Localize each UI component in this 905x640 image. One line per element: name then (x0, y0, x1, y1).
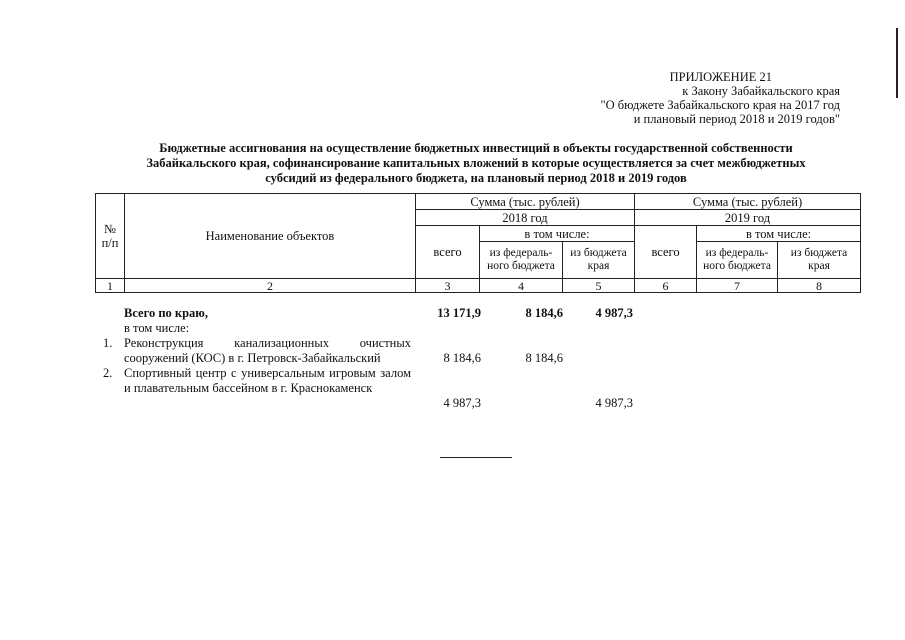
header-name: Наименование объектов (125, 194, 416, 279)
column-number: 4 (480, 279, 563, 293)
column-number: 1 (96, 279, 125, 293)
header-incl-2018: в том числе: (480, 226, 635, 242)
title-line-2: Забайкальского края, софинансирование капитальных вложений в которые осуществляется за счет межбюджетных (146, 156, 806, 170)
row-total-2018: 8 184,6 (443, 351, 481, 365)
header-regional-2019: из бюджета края (778, 242, 861, 279)
federal-2018-value: 8 184,6 (525, 306, 563, 320)
column-number: 7 (697, 279, 778, 293)
header-year-2019: 2019 год (635, 210, 861, 226)
column-number: 2 (125, 279, 416, 293)
appendix-law: к Закону Забайкальского края (682, 84, 840, 98)
header-regional-2018: из бюджета края (563, 242, 635, 279)
appendix-law-title: "О бюджете Забайкальского края на 2017 год (600, 98, 840, 112)
header-num: № п/п (96, 194, 125, 279)
total-2018-value: 13 171,9 (437, 306, 481, 320)
end-of-table-line (440, 457, 512, 458)
column-number: 6 (635, 279, 697, 293)
header-sum-2018: Сумма (тыс. рублей) (416, 194, 635, 210)
header-total-2019: всего (635, 226, 697, 279)
document-title (92, 141, 860, 186)
title-line-1: Бюджетные ассигнования на осуществление бюджетных инвестиций в объекты государственной собственности (159, 141, 793, 155)
header-total-2018: всего (416, 226, 480, 279)
row-total-2018: 4 987,3 (443, 396, 481, 410)
row-regional-2018: 4 987,3 (595, 396, 633, 410)
column-number: 5 (563, 279, 635, 293)
row-name: Реконструкция канализационных очистных сооружений (КОС) в г. Петровск-Забайкальский (124, 336, 411, 365)
row-number: 2. (103, 366, 113, 380)
total-label: Всего по краю, (124, 306, 208, 320)
column-number: 3 (416, 279, 480, 293)
column-number: 8 (778, 279, 861, 293)
appendix-label: ПРИЛОЖЕНИЕ 21 (669, 70, 772, 84)
row-federal-2018: 8 184,6 (525, 351, 563, 365)
header-federal-2018: из федераль- ного бюджета (480, 242, 563, 279)
header-year-2018: 2018 год (416, 210, 635, 226)
incl-label: в том числе: (124, 321, 190, 335)
row-name: Спортивный центр с универсальным игровым залом и плавательным бассейном в г. Краснокаменск (124, 366, 411, 395)
title-line-3: субсидий из федерального бюджета, на плановый период 2018 и 2019 годов (265, 171, 687, 185)
header-sum-2019: Сумма (тыс. рублей) (635, 194, 861, 210)
header-incl-2019: в том числе: (697, 226, 861, 242)
budget-table-header (95, 193, 861, 293)
header-federal-2019: из федераль- ного бюджета (697, 242, 778, 279)
page-edge-mark (896, 28, 898, 98)
appendix-header (520, 70, 840, 126)
appendix-law-period: и плановый период 2018 и 2019 годов" (633, 112, 840, 126)
row-number: 1. (103, 336, 113, 350)
regional-2018-value: 4 987,3 (595, 306, 633, 320)
